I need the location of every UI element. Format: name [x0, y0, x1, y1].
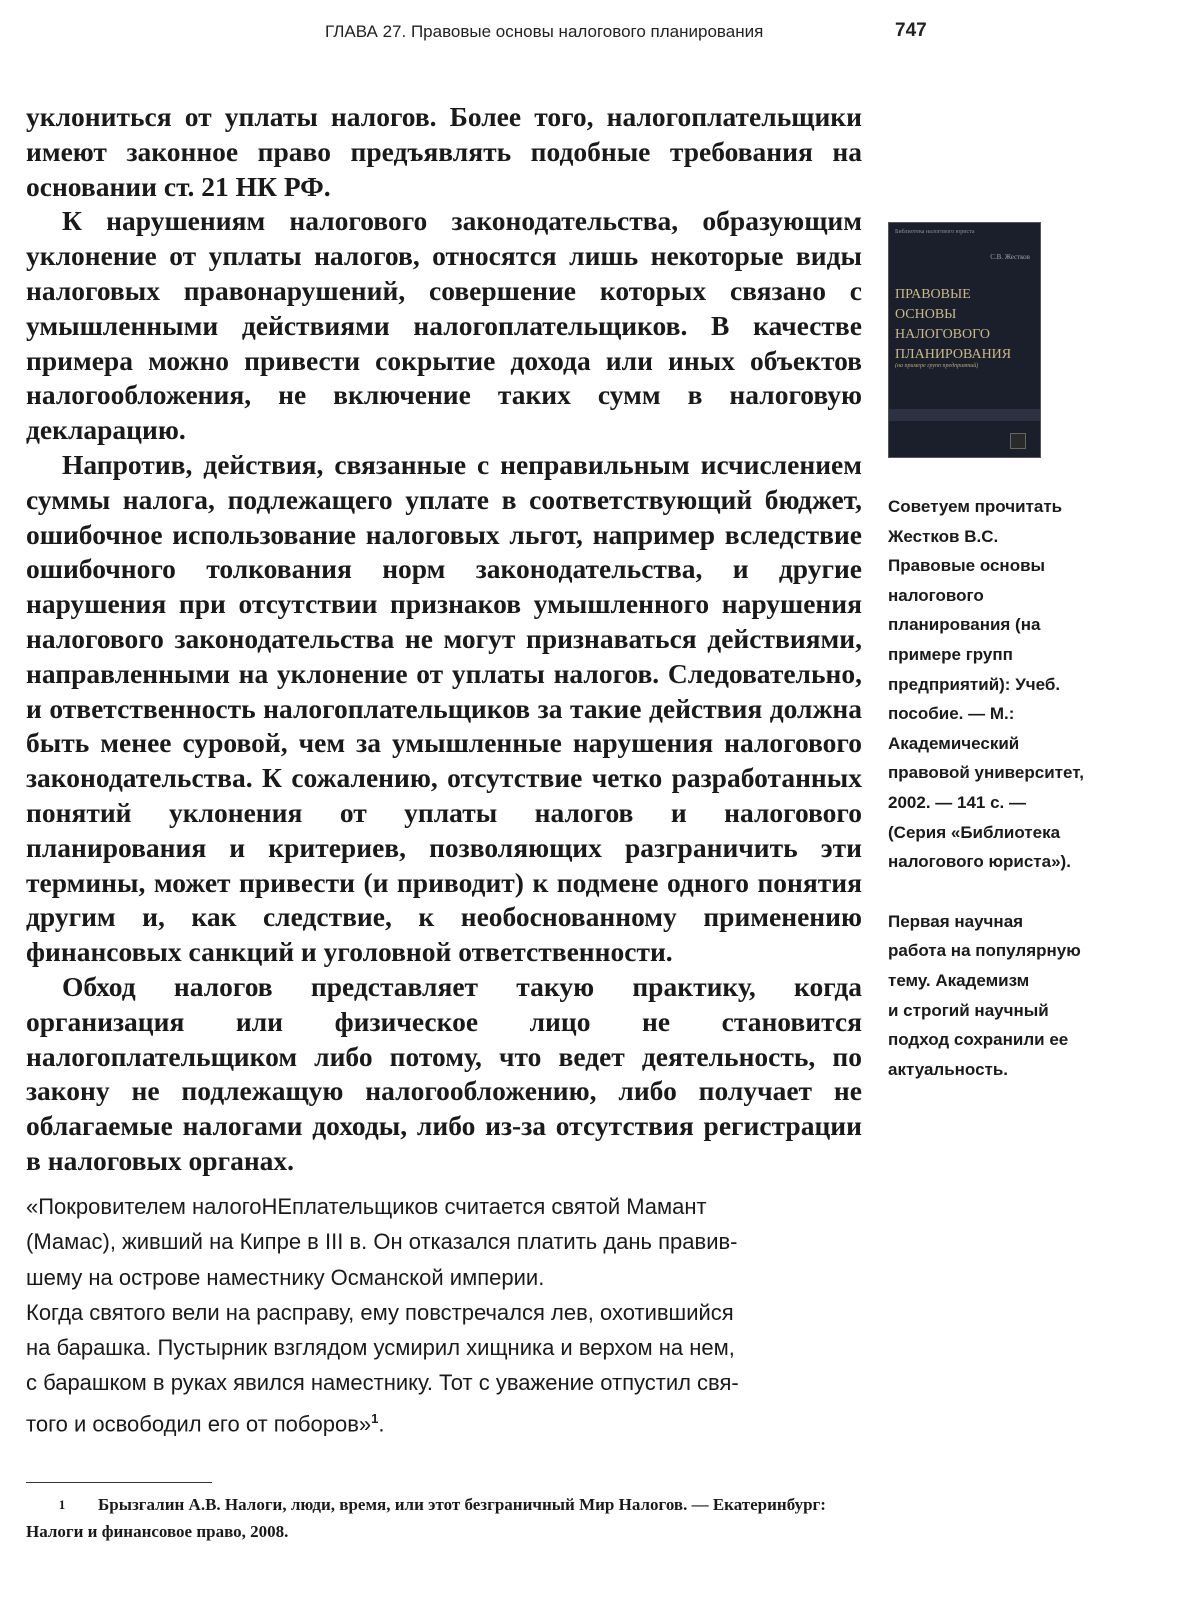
quote-line: «Покровителем налогоНЕплательщиков считается святой Мамант [26, 1194, 707, 1219]
paragraph: К нарушениям налогового законодательства, образующим уклонение от уплаты налогов, относятся лишь некоторые виды налоговых правонарушений, совершение которых связано с умышленными действиями налогоплательщиков. В качестве примера можно привести сокрытие дохода или иных объектов налогообложения, не включение таких сумм в налоговую декларацию. [26, 205, 862, 446]
sidebar-line: пособие. — М.: [888, 704, 1015, 724]
sidebar-line: тему. Академизм [888, 970, 1030, 990]
quote-line: с барашком в руках явился наместнику. Тот с уважение отпустил свя- [26, 1370, 739, 1396]
book-recommendation [888, 492, 1128, 877]
sidebar-line: работа на популярную [888, 941, 1081, 961]
sidebar-line: и строгий научный [888, 1000, 1049, 1020]
running-header [325, 20, 925, 50]
footnote-divider [26, 1482, 212, 1483]
sidebar-line: планирования (на [888, 615, 1041, 635]
sidebar-line: налогового [888, 585, 984, 605]
sidebar-line: примере групп [888, 644, 1013, 664]
footnote [26, 1491, 866, 1545]
footnote-number: 1 [58, 1497, 66, 1512]
book-comment [888, 907, 1128, 1085]
sidebar-line: предприятий): Учеб. [888, 674, 1061, 694]
quote-line: на барашка. Пустырник взглядом усмирил хищника и верхом на нем, [26, 1335, 735, 1361]
sidebar-line: Правовые основы [888, 556, 1046, 576]
cover-author: С.В. Жестков [990, 253, 1030, 261]
sidebar-line: актуальность. [888, 1059, 1009, 1079]
sidebar-line: 2002. — 141 с. — [888, 792, 1026, 812]
sidebar-line: налогового юриста»). [888, 852, 1071, 872]
sidebar-line: (Серия «Библиотека [888, 822, 1061, 842]
paragraph-continuation: уклониться от уплаты налогов. Более того, налогоплательщики имеют законное право предъявлять подобные требования на основании ст. 21 НК РФ. [26, 101, 862, 202]
sidebar-line: Академический [888, 733, 1020, 753]
publisher-logo-icon [1010, 433, 1026, 449]
sidebar-line: Советуем прочитать [888, 497, 1063, 516]
paragraph: Обход налогов представляет такую практику, когда организация или физическое лицо не становится налогоплательщиком либо потому, что ведет деятельность, по закону не подлежащую налогообложению, либо получает не облагаемые налогами доходы, либо из-за отсутствия регистрации в налоговых органах. [26, 970, 862, 1176]
page-number: 747 [895, 20, 927, 41]
book-cover-image [888, 222, 1041, 458]
quote-line: Когда святого вели на расправу, ему повстречался лев, охотившийся [26, 1299, 734, 1325]
cover-title: ПРАВОВЫЕ ОСНОВЫ НАЛОГОВОГО ПЛАНИРОВАНИЯ [895, 287, 1012, 362]
paragraph: Напротив, действия, связанные с неправильным исчислением суммы налога, подлежащего уплате в соответствующий бюджет, ошибочное использование налоговых льгот, например вследствие ошибочного толкования норм законодательства, и другие нарушения при отсутствии признаков умышленного нарушения налогового законодательства не могут признаваться действиями, направленными на уклонение от уплаты налогов. Следовательно, и ответственность налогоплательщиков за такие действия должна быть менее суровой, чем за умышленные нарушения налогового законодательства. К сожалению, отсутствие четко разработанных понятий уклонения от уплаты налогов и налогового планирования и критериев, позволяющих разграничить эти термины, может привести (и приводит) к подмене одного понятия другим и, как следствие, к необоснованному применению финансовых санкций и уголовной ответственности. [26, 448, 862, 968]
sidebar-line: подход сохранили ее [888, 1030, 1069, 1050]
main-text [26, 100, 862, 1179]
quote-line: (Мамас), живший на Кипре в III в. Он отказался платить дань правив- [26, 1229, 738, 1255]
sidebar-note [888, 492, 1128, 1084]
sidebar-line: правовой университет, [888, 763, 1084, 783]
quote-block [26, 1189, 856, 1441]
quote-line: шему на острове наместнику Османской империи. [26, 1264, 545, 1290]
quote-last-text: того и освободил его от поборов» [26, 1411, 372, 1437]
cover-subtitle: (на примере групп предприятий) [895, 363, 979, 369]
sidebar-line: Первая научная [888, 911, 1024, 931]
cover-band [889, 409, 1040, 421]
footnote-text: Брызгалин А.В. Налоги, люди, время, или этот безграничный Мир Налогов. — Екатеринбург: Налоги и финансовое право, 2008. [26, 1495, 826, 1541]
chapter-title: ГЛАВА 27. Правовые основы налогового планирования [325, 22, 764, 41]
footnote-reference[interactable]: 1 [371, 1410, 379, 1426]
sidebar-gap [888, 877, 1128, 907]
sidebar-line: Жестков В.С. [888, 526, 999, 546]
quote-line: того и освободил его от поборов»$^1$. [26, 1410, 385, 1437]
cover-series: Библиотека налогового юриста [895, 229, 975, 235]
